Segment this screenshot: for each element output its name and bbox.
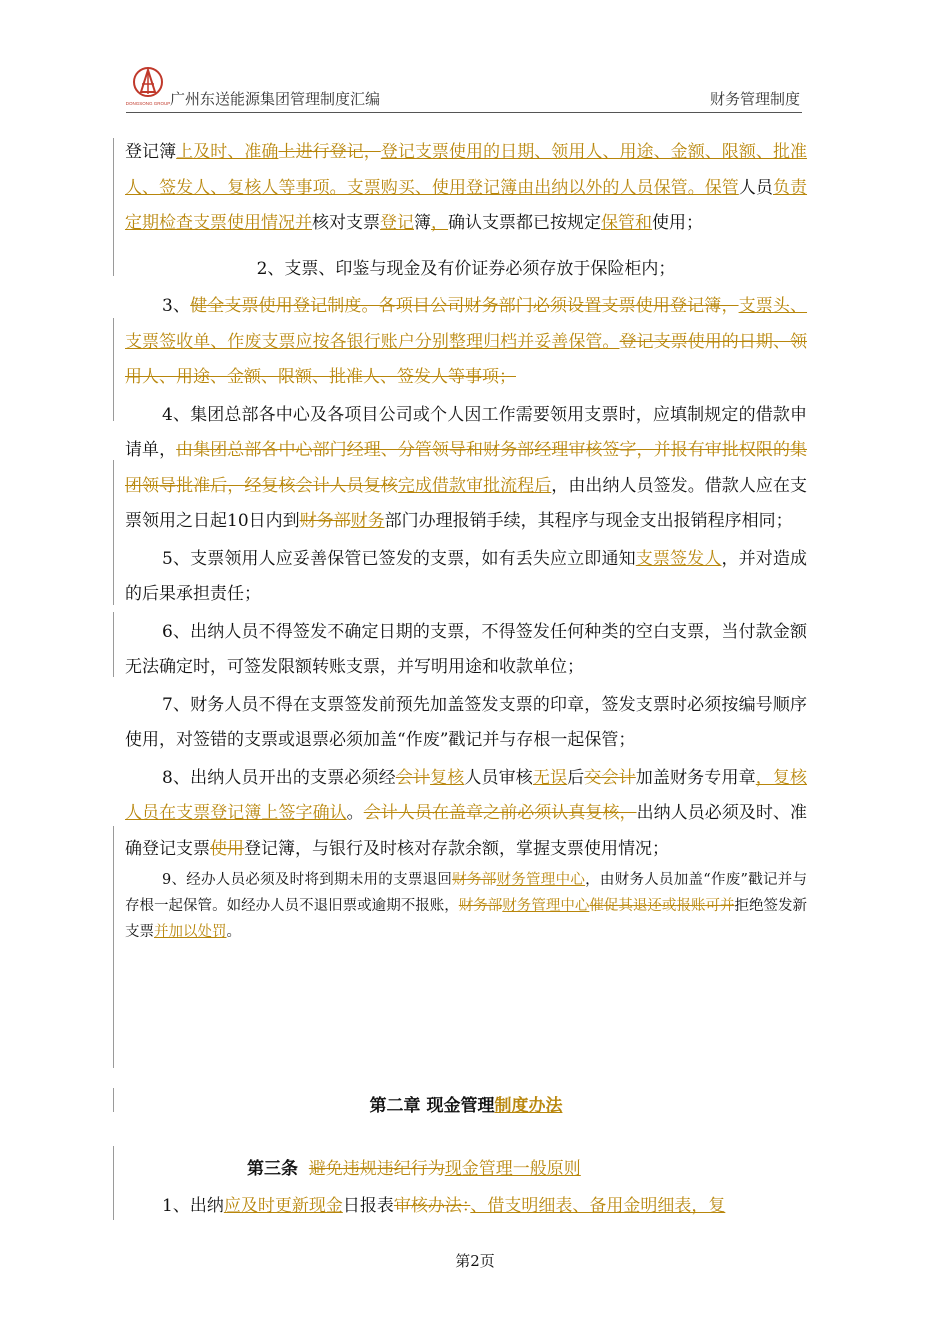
paragraph-5: 5、支票领用人应妥善保管已签发的支票，如有丢失应立即通知支票签发人，并对造成的后果承担责任； xyxy=(125,548,807,604)
change-bar xyxy=(113,138,114,276)
paragraph-article3-item1: 1、出纳应及时更新现金日报表审核办法：、借支明细表、备用金明细表，复 xyxy=(162,1196,726,1216)
change-bar xyxy=(113,460,114,605)
paragraph-7: 7、财务人员不得在支票签发前预先加盖签发支票的印章，签发支票时必须按编号顺序使用，对签错的支票或退票必须加盖“作废”戳记并与存根一起保管； xyxy=(125,694,807,750)
header-title-left: 广州东送能源集团管理制度汇编 xyxy=(170,90,381,108)
change-bar xyxy=(113,612,114,677)
article-heading: 第三条 避免违规违纪行为现金管理一般原则 xyxy=(247,1159,581,1179)
paragraph-2: 2、支票、印鉴与现金及有价证券必须存放于保险柜内； xyxy=(256,258,676,279)
header-title-right: 财务管理制度 xyxy=(709,90,800,108)
change-bar xyxy=(113,1146,114,1220)
change-bar xyxy=(113,318,114,421)
paragraph-9: 9、经办人员必须及时将到期未用的支票退回财务部财务管理中心，由财务人员加盖“作废”戳记并与存根一起保管。如经办人员不退旧票或逾期不报账，财务部财务管理中心催促其退还或报账可并拒绝签发新支票并加以处罚。 xyxy=(125,872,808,940)
page-number: 第2页 xyxy=(455,1252,495,1270)
paragraph-3: 3、健全支票使用登记制度。各项目公司财务部门必须设置支票使用登记簿，支票头、支票签收单、作废支票应按各银行账户分别整理归档并妥善保管。登记支票使用的日期、领用人、用途、金额、限额、批准人、签发人等事项； xyxy=(125,296,808,387)
chapter-heading: 第二章 现金管理制度办法 xyxy=(369,1096,563,1116)
paragraph-4: 4、集团总部各中心及各项目公司或个人因工作需要领用支票时，应填制规定的借款申请单，由集团总部各中心部门经理、分管领导和财务部经理审核签字，并报有审批权限的集团领导批准后，经复核会计人员复核完成借款审批流程后，由出纳人员签发。借款人应在支票领用之日起10日内到财务部财务部门办理报销手续，其程序与现金支出报销程序相同； xyxy=(125,404,808,531)
paragraph-8: 8、出纳人员开出的支票必须经会计复核人员审核无误后交会计加盖财务专用章，复核人员在支票登记簿上签字确认。会计人员在盖章之前必须认真复核，出纳人员必须及时、准确登记支票使用登记簿，与银行及时核对存款余额，掌握支票使用情况； xyxy=(125,767,808,859)
company-logo xyxy=(125,64,171,108)
change-bar xyxy=(113,826,114,1068)
document-body xyxy=(125,135,807,945)
header-rule xyxy=(126,112,802,113)
change-bar xyxy=(113,1088,114,1112)
paragraph-1: 登记簿上及时、准确上进行登记，登记支票使用的日期、领用人、用途、金额、限额、批准人、签发人、复核人等事项。支票购买、使用登记簿由出纳以外的人员保管。保管人员负责定期检查支票使用情况并核对支票登记簿，确认支票都已按规定保管和使用； xyxy=(125,142,808,233)
logo-text: DONGSONG GROUP xyxy=(125,101,171,106)
paragraph-6: 6、出纳人员不得签发不确定日期的支票，不得签发任何种类的空白支票，当付款金额无法确定时，可签发限额转账支票，并写明用途和收款单位； xyxy=(125,621,807,677)
